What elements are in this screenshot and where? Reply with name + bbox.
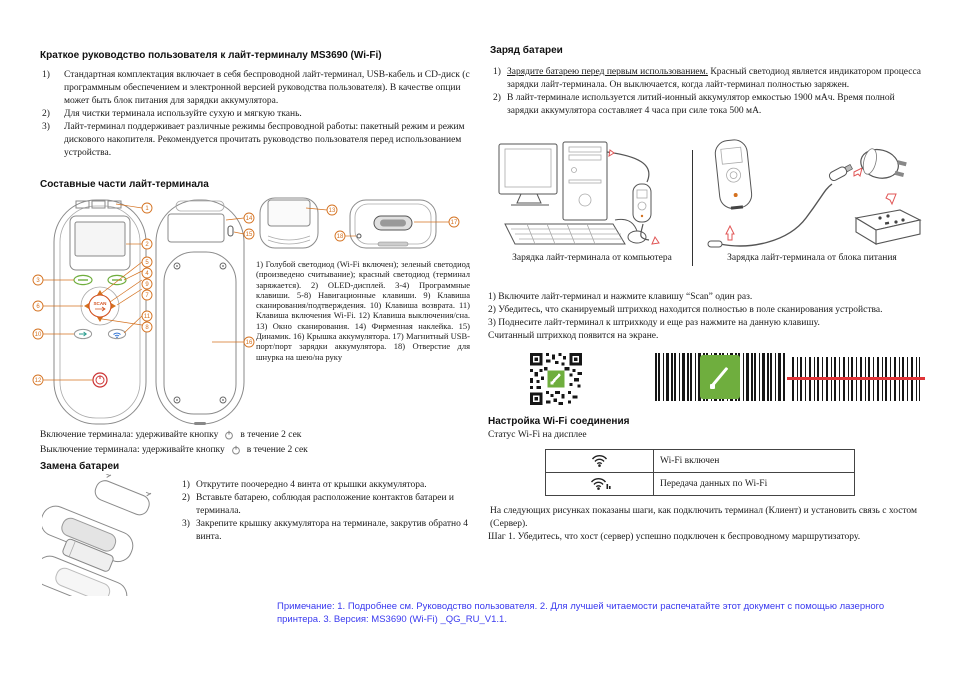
nav-left-key	[84, 303, 89, 309]
svg-text:1: 1	[145, 206, 149, 213]
caption-charge-pc: Зарядка лайт-терминала от компьютера	[512, 253, 672, 263]
wifi-status-label: Передача данных по Wi-Fi	[654, 473, 855, 496]
pc-tower	[563, 142, 607, 220]
laser-line	[787, 377, 925, 380]
battery-step: Вставьте батарею, соблюдая расположение контактов батареи и терминала.	[196, 493, 454, 516]
battery-steps	[182, 479, 472, 544]
svg-text:17: 17	[450, 220, 458, 227]
svg-text:16: 16	[245, 340, 253, 347]
usb-cable	[720, 184, 832, 246]
svg-text:14: 14	[245, 216, 253, 223]
svg-text:7: 7	[145, 293, 149, 300]
callout-8	[142, 322, 152, 332]
svg-text:11: 11	[143, 314, 151, 321]
terminal-small	[633, 184, 651, 222]
svg-text:2: 2	[145, 242, 149, 249]
svg-text:4: 4	[145, 271, 149, 278]
battery-step: Закрепите крышку аккумулятора на терминале, закрутив обратно 4 винта.	[196, 519, 468, 542]
scan-steps	[488, 291, 920, 343]
power-on-suffix: в течение 2 сек	[240, 429, 302, 440]
svg-text:15: 15	[245, 232, 253, 239]
battery-replace-heading: Замена батареи	[40, 461, 120, 472]
qr-code	[530, 353, 582, 405]
list-marker: 1)	[182, 480, 190, 490]
scan-step: Считанный штрихкод появится на экране.	[488, 331, 659, 341]
list-marker: 2)	[42, 109, 50, 119]
power-socket	[856, 210, 920, 244]
power-icon	[231, 445, 241, 455]
power-off-suffix: в течение 2 сек	[246, 444, 308, 455]
barcode-logo	[700, 355, 740, 399]
callout-4	[142, 268, 152, 278]
usb-cable	[607, 152, 649, 182]
terminal-top-view	[260, 198, 318, 248]
svg-text:3: 3	[36, 278, 40, 285]
wifi-subheading: Статус Wi-Fi на дисплее	[488, 430, 587, 440]
callout-12	[33, 375, 43, 385]
power-key	[93, 373, 107, 387]
callout-10	[33, 329, 43, 339]
scan-step: 3) Поднесите лайт-терминал к штрихкоду и еще раз нажмите на данную клавишу.	[488, 318, 820, 328]
callout-13	[327, 205, 337, 215]
red-arrow-right	[854, 168, 862, 176]
list-marker: 3)	[182, 519, 190, 529]
charge-item-2: В лайт-терминале используется литий-ионный аккумулятор емкостью 1900 мАч. Время полной зарядки аккумулятора составляет 4 часа при силе тока 500 мА.	[507, 93, 895, 116]
charge-from-pc-diagram	[497, 140, 689, 250]
svg-text:6: 6	[36, 304, 40, 311]
table-row	[546, 473, 855, 496]
power-on-text: Включение терминала: удерживайте кнопку	[40, 429, 219, 440]
callout-18	[335, 231, 345, 241]
battery-step: Открутите поочередно 4 винта от крышки аккумулятора.	[196, 480, 427, 490]
svg-text:10: 10	[34, 332, 42, 339]
red-arrow-up	[726, 226, 734, 240]
charge-from-adapter-diagram	[700, 138, 924, 252]
callout-15	[244, 229, 254, 239]
terminal-front-back-diagram	[30, 192, 255, 432]
charge-item-1-rest: Красный светодиод является индикатором процесса зарядки лайт-терминала. Он выключается, когда лайт-терминал полностью заряжен.	[507, 67, 922, 90]
terminal-bottom-view	[350, 200, 436, 248]
callout-5	[142, 257, 152, 267]
list-marker: 1)	[42, 70, 50, 80]
red-arrow	[609, 150, 614, 156]
red-arrow-down	[886, 194, 896, 204]
footer-note: Примечание: 1. Подробнее см. Руководство пользователя. 2. Для лучшей читаемости распечатайте этот документ с помощью лазерного принтера. 3. Версия: MS3690 (Wi-Fi) _QG_RU_V1.1.	[277, 601, 885, 625]
power-off-text: Выключение терминала: удерживайте кнопку	[40, 444, 225, 455]
brand-label	[168, 214, 224, 242]
wifi-heading: Настройка Wi-Fi соединения	[488, 416, 630, 427]
terminal-back-view	[156, 200, 244, 425]
charge-item-1	[507, 66, 923, 92]
barcode-with-logo	[655, 353, 785, 401]
svg-text:9: 9	[145, 282, 149, 289]
wifi-status-label: Wi-Fi включен	[654, 450, 855, 473]
svg-text:5: 5	[145, 260, 149, 267]
callout-1	[142, 203, 152, 213]
charge-warning: Зарядите батарею перед первым использованием.	[507, 67, 709, 77]
scan-key-label: SCAN	[93, 301, 107, 306]
list-marker: 2)	[493, 93, 501, 103]
speaker	[228, 226, 233, 236]
list-marker: 1)	[493, 67, 501, 77]
nav-right-key	[111, 303, 116, 309]
terminal-top-views-diagram	[256, 192, 470, 256]
keyboard	[505, 224, 625, 244]
battery-cover	[164, 252, 236, 414]
intro-item: Стандартная комплектация включает в себя беспроводной лайт-терминал, USB-кабель и CD-диск (с программным обеспечением и электронной версией руководства пользователя). В качестве опции может быть блок питания для зарядки аккумулятора.	[64, 70, 470, 106]
callout-16	[244, 337, 254, 347]
diagram-divider	[692, 150, 693, 266]
charge-list	[493, 66, 923, 118]
parts-description: 1) Голубой светодиод (Wi-Fi включен); зеленый светодиод (произведено считывание); красный светодиод (терминал заряжается). 2) OLED-дисплей. 3-4) Программные клавиши. 5-8) Навигационные клавиши. 9) Клавиша сканирования/подтверждения. 10) Клавиша возврата. 11) Клавиша включения Wi-Fi. 12) Клавиша выключения/сна. 13) Окно сканирования. 14) Фирменная наклейка. 15) Динамик. 16) Крышка аккумулятора. 17) Магнитный USB-порт/порт зарядки аккумулятора. 18) Отверстие для шнурка на шею/на руку	[256, 259, 470, 362]
parts-heading: Составные части лайт-терминала	[40, 179, 209, 190]
lanyard-hole	[357, 234, 361, 238]
wifi-on-icon	[590, 453, 609, 467]
table-row	[546, 450, 855, 473]
power-icon	[224, 430, 234, 440]
callout-3	[33, 275, 43, 285]
intro-item: Лайт-терминал поддерживает различные режимы беспроводной работы: пакетный режим и режим дискового накопителя. Рекомендуется прочитать руководство пользователя перед использованием устройства.	[64, 122, 465, 158]
callout-14	[244, 213, 254, 223]
callout-9	[142, 279, 152, 289]
intro-list	[42, 69, 470, 160]
caption-charge-adapter: Зарядка лайт-терминала от блока питания	[727, 253, 897, 263]
battery-cover-part	[93, 474, 155, 518]
mouse	[628, 231, 646, 243]
battery-replace-diagram	[42, 474, 174, 596]
page-title: Краткое руководство пользователя к лайт-терминалу MS3690 (Wi-Fi)	[40, 50, 382, 61]
callout-2	[142, 239, 152, 249]
wifi-note-1: На следующих рисунках показаны шаги, как подключить терминал (Клиент) и установить связь с хостом (Сервер).	[490, 506, 918, 529]
wifi-status-table	[545, 449, 855, 496]
scan-window	[268, 200, 310, 226]
scan-step: 1) Включите лайт-терминал и нажмите клавишу “Scan” один раз.	[488, 292, 753, 302]
callout-6	[33, 301, 43, 311]
list-marker: 2)	[182, 493, 190, 503]
usb-connector	[708, 241, 722, 247]
svg-text:12: 12	[34, 378, 42, 385]
wifi-data-icon	[589, 476, 611, 490]
nav-down-key	[97, 317, 103, 322]
svg-text:18: 18	[336, 234, 344, 241]
svg-text:8: 8	[145, 325, 149, 332]
scan-key	[89, 295, 111, 317]
wifi-note-2: Шаг 1. Убедитесь, что хост (сервер) успешно подключен к беспроводному маршрутизатору.	[488, 532, 861, 542]
callout-11	[142, 311, 152, 321]
monitor	[499, 144, 557, 205]
list-marker: 3)	[42, 122, 50, 132]
barcode-with-laser	[792, 357, 920, 401]
svg-text:13: 13	[328, 208, 336, 215]
charge-heading: Заряд батареи	[490, 45, 563, 56]
terminal-front-view	[54, 200, 146, 424]
callout-7	[142, 290, 152, 300]
scan-step: 2) Убедитесь, что сканируемый штрихкод находится полностью в поле сканирования устройства.	[488, 305, 883, 315]
usb-plug	[828, 163, 853, 182]
callout-17	[449, 217, 459, 227]
power-adapter	[858, 146, 908, 184]
red-arrow	[652, 237, 659, 244]
intro-item: Для чистки терминала используйте сухую и мягкую ткань.	[64, 109, 302, 119]
terminal-small	[714, 139, 753, 211]
power-instructions	[40, 427, 470, 457]
